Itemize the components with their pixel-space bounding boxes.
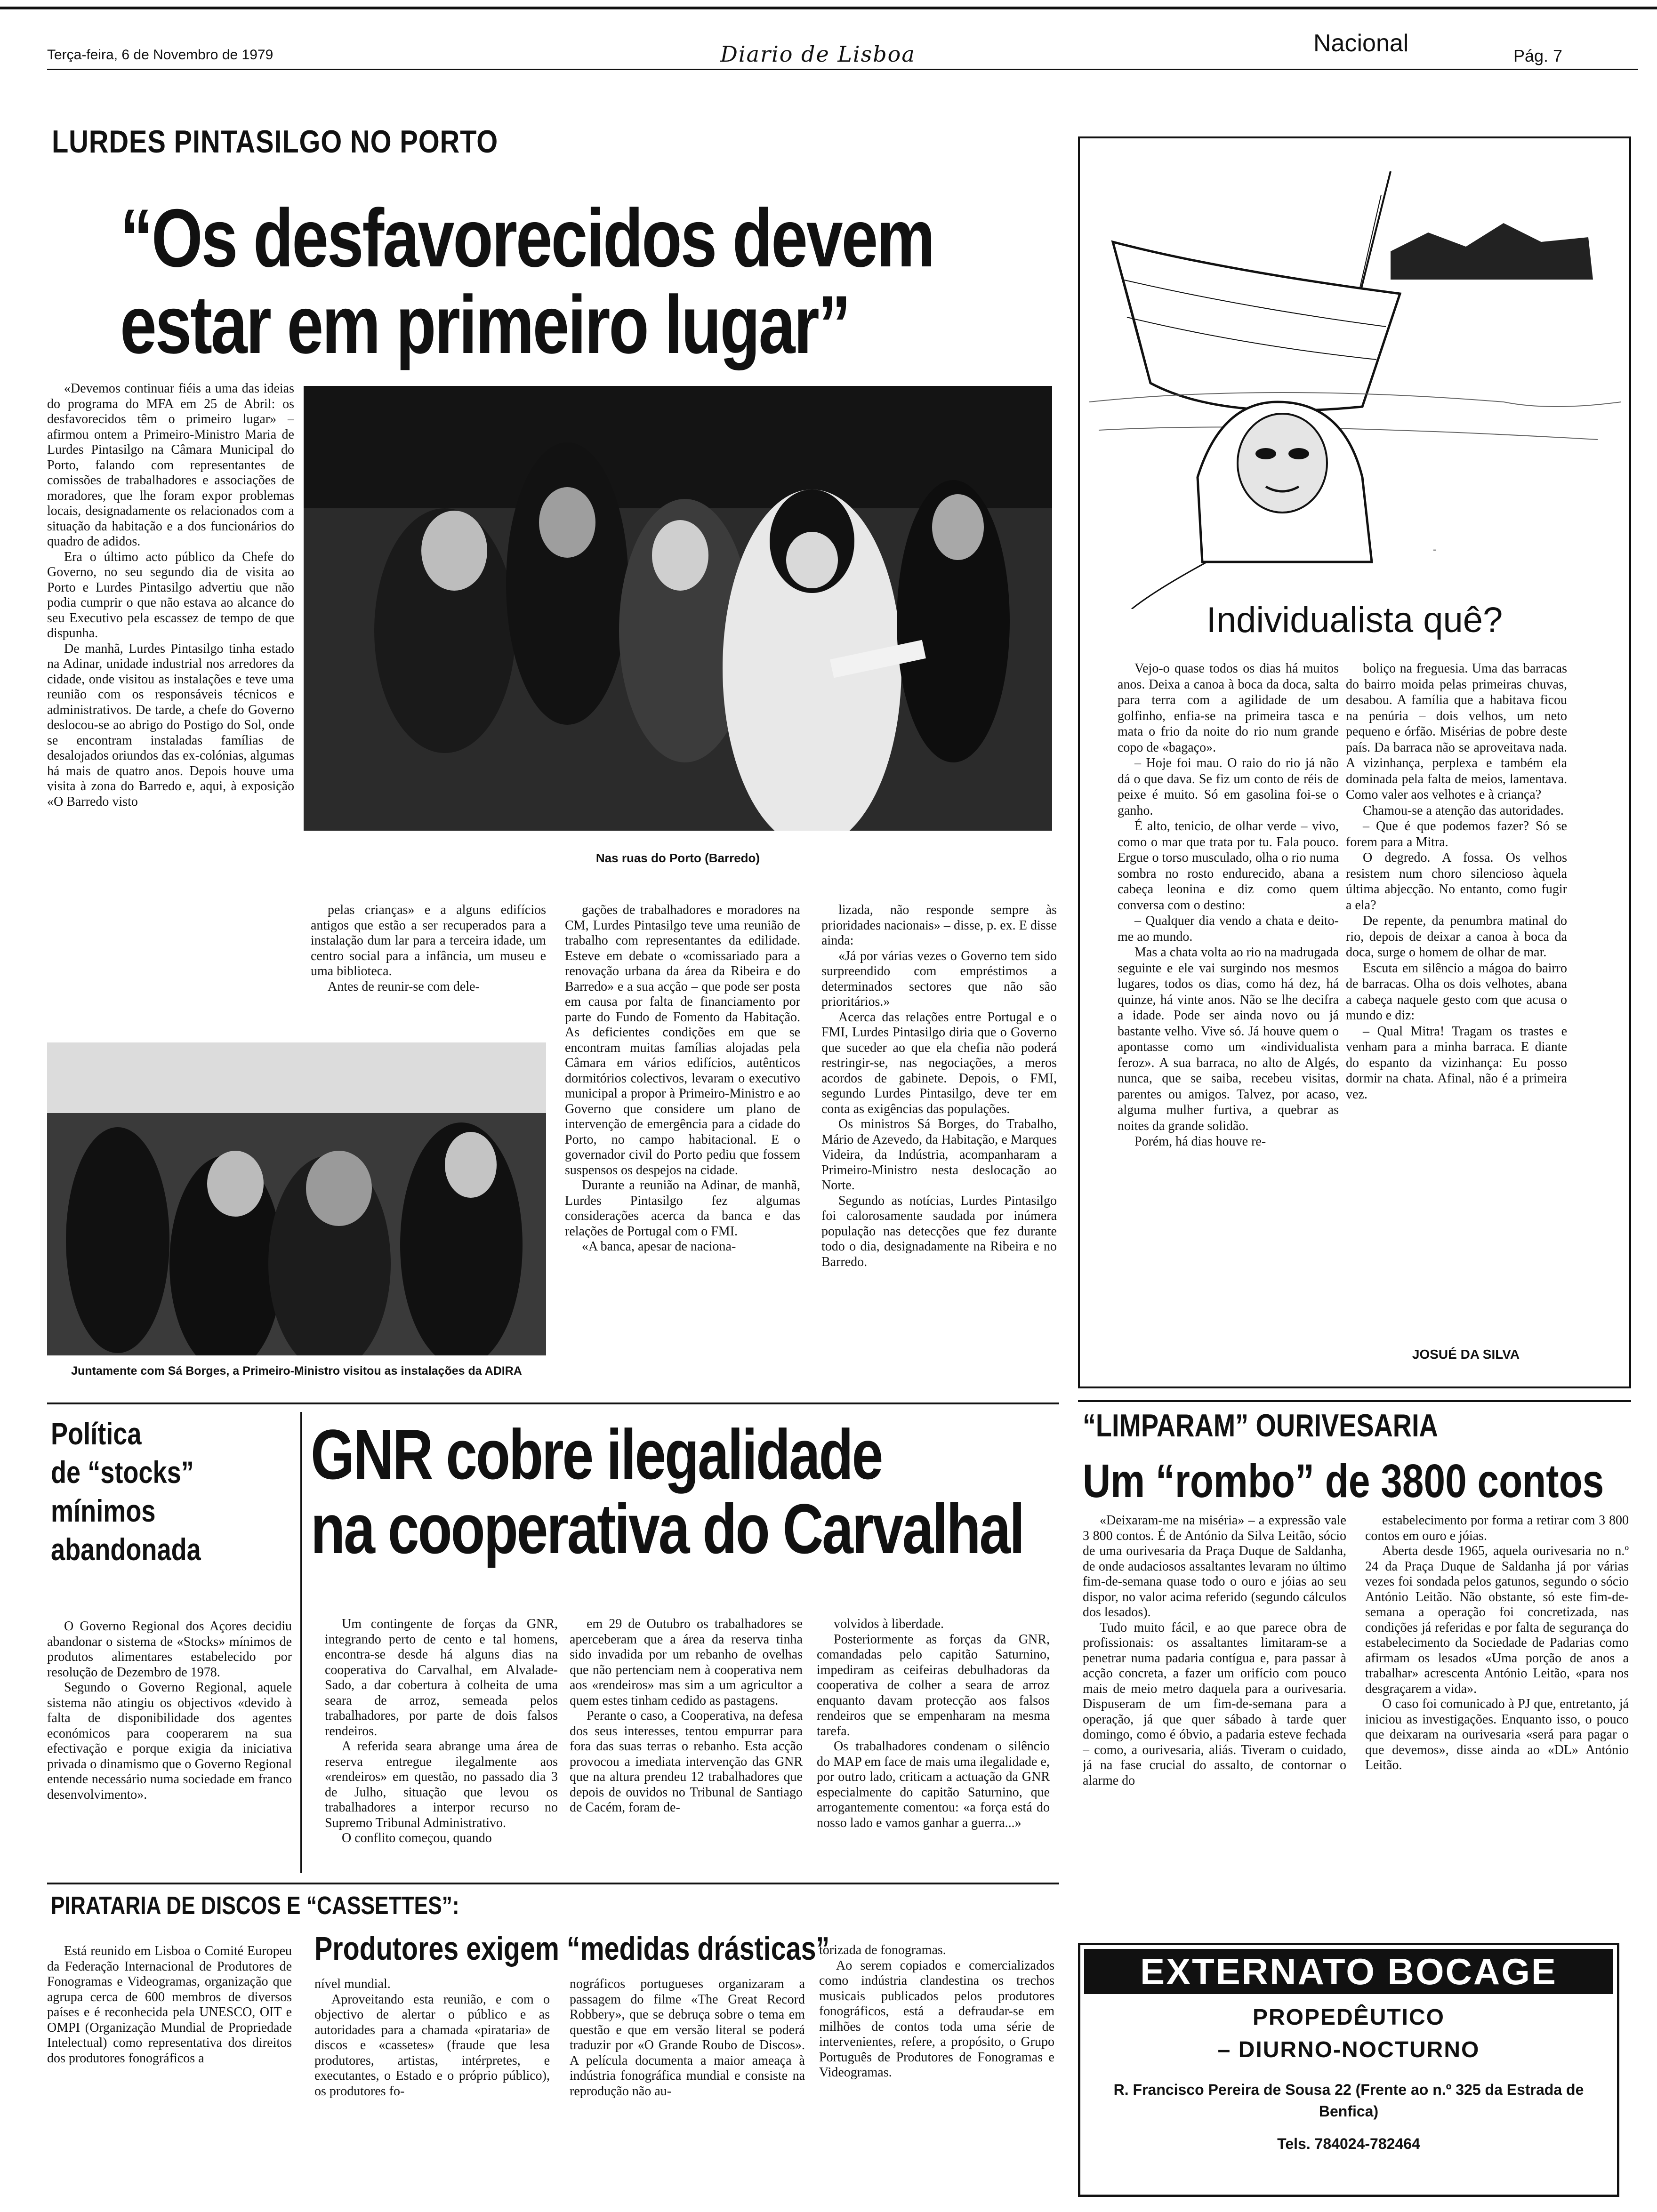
section-name: Nacional [1313,30,1409,57]
chronicle-signature: JOSUÉ DA SILVA [1412,1347,1520,1362]
ourivesaria-column-2: estabelecimento por forma a retirar com 3 800 contos em ouro e jóias. Aberta desde 1965, aquela ourivesaria no n.º 24 da Praça Duque de Saldanha já por várias vezes foi sondada pelos gatunos, segundo o sócio António Leitão. Não obstante, só este fim-de-semana a operação foi concretizada, nas condições já referidas e por falta de segurança do estabelecimento da Sociedade de Padarias como afirmam os lesados «Uma porção de anos a trabalhar» acrescenta António Leitão, «para nos desgraçarem a vida». O caso foi comunicado à PJ que, entretanto, já iniciou as investigações. Enquanto isso, o pouco que deixaram na ourivesaria «será para pagar o que devemos», disse ainda ao «DL» António Leitão. [1365,1513,1629,1772]
chronicle-column-2: boliço na freguesia. Uma das barracas do bairro moida pelas primeiras chuvas, desabou. A família que a habitava ficou na penúria – dois velhos, um neto pequeno e órfão. Misérias de pobre deste país. Da barraca não se aproveitava nada. A vizinhança, perplexa e também ela dominada pela falta de meios, lamentava. Como valer aos velhotes e à criança? Chamou-se a atenção das autoridades. – Que é que podemos fazer? Só se forem para a Mitra. O degredo. A fossa. Os velhos resistem num choro silencioso àquela última abjecção. No entanto, como fugir a ela? De repente, da penumbra matinal do rio, depois de deixar a canoa à boca da doca, surge o homem de olhar de mar. Escuta em silêncio a mágoa do bairro de barracas. Olha os dois velhotes, abana a cabeça naquele gesto com que acusa o mundo e diz: – Qual Mitra! Tragam os trastes e venham para a minha barraca. E diante do espanto da vizinhança: Eu posso dormir na chata. Afinal, não é a primeira vez. [1346,661,1567,1102]
ourivesaria-kicker: “LIMPARAM” OURIVESARIA [1083,1408,1438,1443]
ad-phones: Tels. 784024-782464 [1277,2135,1420,2152]
masthead: Diario de Lisboa [720,41,916,67]
lead-column-4: lizada, não responde sempre às prioridades nacionais» – disse, p. ex. E disse ainda: «Já por várias vezes o Governo tem sido surpreendido com empréstimos a determinados sectores que não são prioritários.» Acerca das relações entre Portugal e o FMI, Lurdes Pintasilgo diria que o Governo que suceder ao que ela chefia não poderá restringir-se, nas negociações, a meros acordos de gabinete. Depois, o FMI, segundo Lurdes Pintasilgo, deve ter em conta as exigências das populações. Os ministros Sá Borges, do Trabalho, Mário de Azevedo, da Habitação, e Marques Videira, da Indústria, acompanharam a Primeiro-Ministro nesta deslocação ao Norte. Segundo as notícias, Lurdes Pintasilgo foi calorosamente saudada por inúmera população nas detecções que fez durante todo o dia, designadamente na Ribeira e no Barredo. [821,903,1057,1269]
issue-date: Terça-feira, 6 de Novembro de 1979 [47,47,273,63]
chronicle-illustration [1080,138,1628,609]
stocks-divider [300,1412,302,1873]
lead-kicker: LURDES PINTASILGO NO PORTO [52,124,499,160]
chronicle-column-1: Vejo-o quase todos os dias há muitos anos. Deixa a canoa à boca da doca, salta para terra com a agilidade de um golfinho, enfia-se na primeira tasca e mata o frio da noite do rio num grande copo de «bagaço». – Hoje foi mau. O raio do rio já não dá o que dava. Se fiz um conto de réis de peixe é muito. Só em gasolina foi-se o ganho. É alto, tenicio, de olhar verde – vivo, como o mar que trata por tu. Fala pouco. Ergue o torso musculado, olha o rio numa sombra no rosto endurecido, abana a cabeça leonina e diz como quem conversa com o destino: – Qualquer dia vendo a chata e deito-me ao mundo. Mas a chata volta ao rio na madrugada seguinte e ele vai surgindo nos mesmos lugares, todos os dias, como há dez, há quinze, há vinte anos. Não se lhe decifra a idade. Pode ser ainda novo ou já bastante velho. Vive só. Já houve quem o apontasse como um «individualista feroz». A sua barraca, no alto de Algés, nunca, que se saiba, recebeu visitas, parentes ou amigos. Talvez, por acaso, alguma mulher furtiva, a quebrar as noites da grande solidão. Porém, há dias houve re- [1118,661,1339,1149]
header-rule [47,69,1638,70]
photo-porto-barredo [304,386,1052,831]
stocks-body: O Governo Regional dos Açores decidiu abandonar o sistema de «Stocks» mínimos de produtos alimentares estabelecido por resolução de Dezembro de 1978. Segundo o Governo Regional, aquele sistema não atingiu os objectivos «devido à falta de disponibilidade dos agentes económicos para cooperarem na sua efectivação e porque exigia da iniciativa privada o dinamismo que o Governo Regional entende necessário numa sociedade em franco desenvolvimento». [47,1619,292,1802]
pirataria-column-2: nível mundial. Aproveitando esta reunião, e com o objectivo de alertar o público e as autoridades para a chamada «pirataria» de discos e «cassetes» (fraude que lesa produtores, artistas, intérpretes, e executantes, o Estado e o próprio público), os produtores fo- [314,1977,550,2099]
ad-address: R. Francisco Pereira de Sousa 22 (Frente ao n.º 325 da Estrada de Benfica) [1113,2081,1584,2120]
ourivesaria-column-1: «Deixaram-me na miséria» – a expressão vale 3 800 contos. É de António da Silva Leitão, sócio de uma ourivesaria da Praça Duque de Saldanha, de onde audaciosos assaltantes levaram no último fim-de-semana quase todo o ouro e jóias ao seu dispor, no valor acima referido (segundo cálculos dos lesados). Tudo muito fácil, e ao que parece obra de profissionais: os assaltantes limitaram-se a penetrar numa padaria contígua e, para passar à acção concreta, a fazer um orifício com pouco mais de meio metro daquela para a ourivesaria. Dispuseram de um fim-de-semana para a operação, já que quer sábado à tarde quer domingo, como é óbvio, a padaria esteve fechada – como, a ourivesaria, aliás. Tiveram o cuidado, já na fase crucial do assalto, de contornar o alarme do [1083,1513,1346,1788]
lower-section-rule [47,1403,1059,1404]
gnr-headline-line2: na cooperativa do Carvalhal [311,1489,1024,1568]
gnr-column-1: Um contingente de forças da GNR, integrando perto de cento e tal homens, encontra-se desde há alguns dias na cooperativa do Carvalhal, em Alvalade-Sado, a dar cobertura à colheita de uma seara de arroz, semeada pelos trabalhadores, por parte de dois falsos rendeiros. A referida seara abrange uma área de reserva entregue ilegalmente aos «rendeiros» em questão, no passado dia 3 de Julho, situação que levou os trabalhadores a interpor recurso no Supremo Tribunal Administrativo. O conflito começou, quando [325,1617,558,1845]
photo-porto-caption: Nas ruas do Porto (Barredo) [595,851,760,865]
gnr-column-3: volvidos à liberdade. Posteriormente as forças da GNR, comandadas pelo capitão Saturnino, impediram as ceifeiras debulhadoras da cooperativa de colher a seara de arroz enquanto davam protecção aos falsos rendeiros que se empenharam na mesma tarefa. Os trabalhadores condenam o silêncio do MAP em face de mais uma ilegalidade e, por outro lado, criticam a actuação da GNR especialmente do capitão Saturnino, que arrogantemente comentou: «a força está do nosso lado e vamos ganhar a guerra...» [817,1617,1050,1830]
photo-adira-caption: Juntamente com Sá Borges, a Primeiro-Ministro visitou as instalações da ADIRA [71,1364,522,1378]
pirataria-column-4: torizada de fonogramas. Ao serem copiados e comercializados como indústria clandestina os trechos musicais publicados pelos produtores fonográficos, está a defraudar-se em milhões de contos toda uma série de intervenientes, refere, a propósito, o Grupo Português de Produtores de Fonogramas e Videogramas. [819,1943,1054,2080]
chronicle-title: Individualista quê? [1206,600,1503,640]
pirataria-column-1: Está reunido em Lisboa o Comité Europeu da Federação Internacional de Produtores de Fonogramas e Videogramas, organização que agrupa cerca de 600 membros de diversos países e é reconhecida pela UNESCO, OIT e OMPI (Organização Mundial de Propriedade Intelectual) como representativa dos direitos dos produtores fonográficos a [47,1944,292,2066]
photo-adira-visit [47,1042,546,1355]
stocks-headline: Política de “stocks” mínimos abandonada [51,1416,201,1567]
top-rule [0,7,1657,9]
pirataria-rule [47,1883,1059,1884]
ourivesaria-headline: Um “rombo” de 3800 contos [1083,1455,1604,1507]
pirataria-headline: Produtores exigem “medidas drásticas” [314,1930,830,1967]
pirataria-kicker: PIRATARIA DE DISCOS E “CASSETTES”: [51,1891,459,1920]
lead-column-3: gações de trabalhadores e moradores na CM, Lurdes Pintasilgo teve uma reunião de trabalho com representantes da edilidade. Esteve em debate o «comissariado para a renovação urbana da área da Ribeira e do Barredo» e a sua acção – que pode ser posta em causa por falta de financiamento por parte do Fundo de Fomento da Habitação. As deficientes condições em que se encontram muitas famílias alojadas pela Câmara em vários edifícios, autênticos dormitórios colectivos, levaram o executivo municipal a propor à Primeiro-Ministro e ao Governo que considere um plano de intervenção de emergência para a cidade do Porto, no campo habitacional. E o governador civil do Porto pediu que fossem suspensos os despejos na cidade. Durante a reunião na Adinar, de manhã, Lurdes Pintasilgo fez algumas considerações acerca da banca e das relações de Portugal com o FMI. «A banca, apesar de naciona- [565,903,800,1254]
lead-column-1: «Devemos continuar fiéis a uma das ideias do programa do MFA em 25 de Abril: os desfavorecidos têm o primeiro lugar» – afirmou ontem a Primeiro-Ministro Maria de Lurdes Pintasilgo na Câmara Municipal do Porto, falando com representantes de comissões de trabalhadores e associações de moradores, que lhe foram expor problemas locais, designadamente os relacionados com a situação da habitação e a dos funcionários do quadro de adidos. Era o último acto público da Chefe do Governo, no seu segundo dia de visita ao Porto e Lurdes Pintasilgo advertiu que não podia cumprir o que não estava ao alcance do seu Executivo pela escassez de tempo de que dispunha. De manhã, Lurdes Pintasilgo tinha estado na Adinar, unidade industrial nos arredores da cidade, onde visitou as instalações e teve uma reunião com os responsáveis técnicos e administrativos. De tarde, a chefe do Governo deslocou-se ao abrigo do Postigo do Sol, onde se encontram instaladas famílias de desalojados oriundos das ex-colónias, algumas há mais de quatro anos. Depois houve uma visita à zona do Barredo e, aqui, à exposição «O Barredo visto [47,381,294,809]
artist-signature: - [1433,543,1437,555]
ad-line-propedeutico: PROPEDÊUTICO [1252,2005,1445,2030]
lead-headline-line2: estar em primeiro lugar” [120,279,850,371]
gnr-column-2: em 29 de Outubro os trabalhadores se aperceberam que a área da reserva tinha sido invadida por um rebanho de ovelhas que não pertenciam nem à cooperativa nem aos «rendeiros» mas sim a um agricultor a quem estes tinham cedido as pastagens. Perante o caso, a Cooperativa, na defesa dos seus interesses, tentou empurrar para fora das suas terras o rebanho. Esta acção provocou a imediata intervenção das GNR que na altura prendeu 12 trabalhadores que depois de ouvidos no Tribunal de Santiago de Cacém, foram de- [570,1617,803,1815]
ad-line-diurno: – DIURNO-NOCTURNO [1217,2037,1480,2062]
ad-title: EXTERNATO BOCAGE [1084,1949,1613,1994]
gnr-headline-line1: GNR cobre ilegalidade [311,1415,882,1494]
ad-externato-bocage [1078,1943,1619,2197]
page-number: Pág. 7 [1513,46,1563,65]
chronicle-box [1078,136,1631,1388]
pirataria-column-3: nográficos portugueses organizaram a passagem do filme «The Great Record Robbery», que se debruça sobre o tema em questão e que em versão literal se poderá traduzir por «O Grande Roubo de Discos». A película documenta a maior ameaça à indústria fonográfica mundial e consiste na reprodução não au- [570,1977,805,2099]
lead-column-2: pelas crianças» e a alguns edifícios antigos que estão a ser recuperados para a instalação dum lar para a terceira idade, um centro social para a infância, um museu e uma biblioteca. Antes de reunir-se com dele- [311,903,546,994]
ourivesaria-rule [1078,1400,1631,1402]
lead-headline-line1: “Os desfavorecidos devem [120,192,934,284]
